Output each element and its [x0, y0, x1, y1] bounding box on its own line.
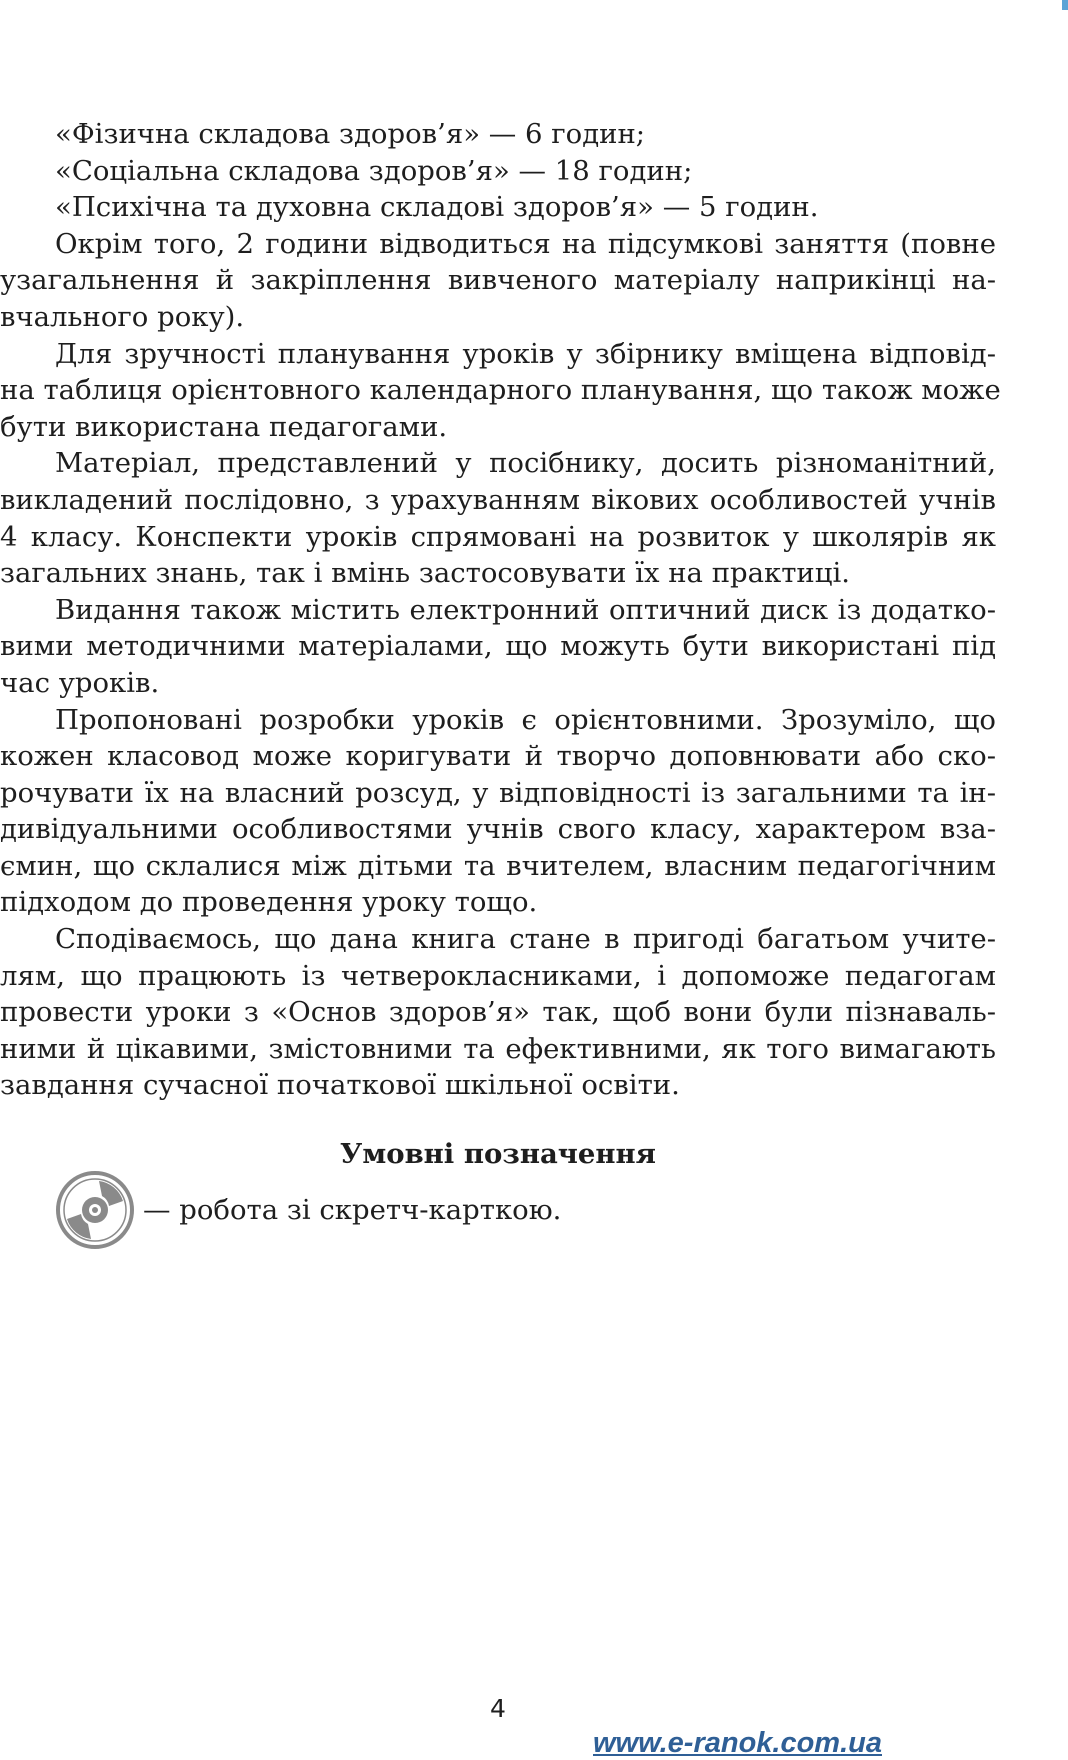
paragraph: [0, 153, 996, 190]
text-line: на таблиця орієнтовного календарного планування, що також може: [0, 374, 1001, 407]
text-line: «Фізична складова здоров’я» — 6 годин;: [55, 118, 646, 150]
text-line: Матеріал, представлений у посібнику, досить різноманітний,: [55, 447, 996, 480]
text-line: провести уроки з «Основ здоров’я» так, щоб вони були пізнаваль-: [0, 996, 996, 1029]
paragraph: [0, 445, 996, 591]
text-line: Видання також містить електронний оптичний диск із додатко-: [55, 593, 996, 626]
text-line: бути використана педагогами.: [0, 410, 448, 443]
legend-item-text: — робота зі скретч-карткою.: [143, 1194, 562, 1226]
text-line: Для зручності планування уроків у збірнику вміщена відповід-: [55, 337, 996, 370]
text-line: Пропоновані розробки уроків є орієнтовними. Зрозуміло, що: [55, 703, 996, 736]
text-line: «Психічна та духовна складові здоров’я» — 5 годин.: [55, 191, 819, 224]
text-line: вими методичними матеріалами, що можуть бути використані під: [0, 630, 996, 663]
paragraph: [0, 116, 996, 153]
text-line: Сподіваємось, що дана книга стане в пригоді багатьом учите-: [55, 923, 996, 956]
text-line: «Соціальна складова здоров’я» — 18 годин;: [55, 154, 693, 187]
paragraph: [0, 189, 996, 226]
paragraph: [0, 336, 1001, 446]
text-line: дивідуальними особливостями учнів свого класу, характером вза-: [0, 813, 996, 846]
website-link[interactable]: www.e-ranok.com.ua: [593, 1727, 882, 1759]
legend-title: Умовні позначення: [340, 1138, 656, 1170]
text-line: час уроків.: [0, 666, 160, 699]
text-line: ємин, що склалися між дітьми та вчителем, власним педагогічним: [0, 849, 996, 882]
text-line: вчального року).: [0, 300, 245, 333]
corner-mark: [1062, 0, 1068, 10]
page-number: 4: [490, 1694, 506, 1723]
paragraph: [0, 592, 996, 702]
text-line: кожен класовод може коригувати й творчо доповнювати або ско-: [0, 740, 996, 773]
text-line: лям, що працюють із четверокласниками, і допоможе педагогам: [0, 959, 996, 992]
body-text: [0, 116, 1001, 1104]
text-line: 4 класу. Конспекти уроків спрямовані на розвиток у школярів як: [0, 520, 996, 553]
text-line: узагальнення й закріплення вивченого матеріалу наприкінці на-: [0, 264, 996, 297]
text-line: завдання сучасної початкової шкільної освіти.: [0, 1069, 680, 1102]
text-line: ними й цікавими, змістовними та ефективними, як того вимагають: [0, 1032, 996, 1065]
text-line: загальних знань, так і вмінь застосовувати їх на практиці.: [0, 557, 850, 590]
paragraph: [0, 702, 996, 922]
cd-disc-icon: [55, 1170, 135, 1250]
text-line: Окрім того, 2 години відводиться на підсумкові заняття (повне: [55, 227, 996, 260]
paragraph: [0, 226, 996, 336]
text-line: рочувати їх на власний розсуд, у відповідності із загальними та ін-: [0, 776, 996, 809]
text-line: викладений послідовно, з урахуванням вікових особливостей учнів: [0, 483, 996, 516]
text-line: підходом до проведення уроку тощо.: [0, 886, 538, 919]
paragraph: [0, 921, 996, 1104]
legend-item: [55, 1170, 561, 1250]
